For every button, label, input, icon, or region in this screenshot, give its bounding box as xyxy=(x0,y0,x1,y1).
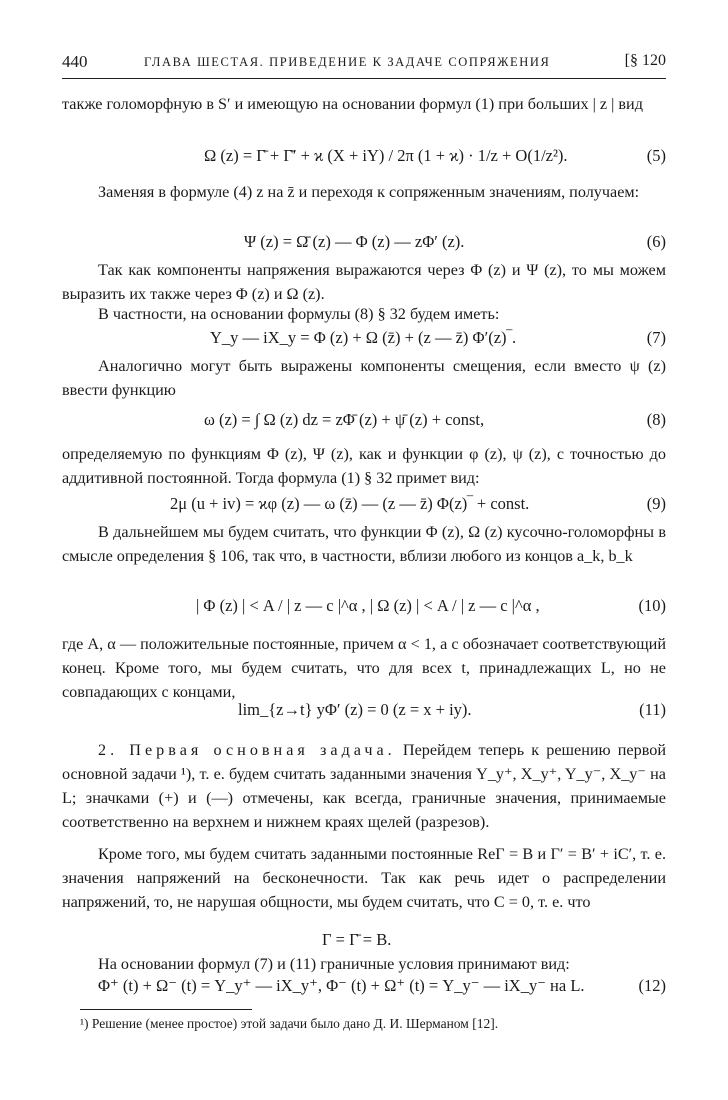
equation-number-9: (9) xyxy=(646,494,666,513)
equation-number-6: (6) xyxy=(646,232,666,251)
formula-7: Y_y — iX_y = Φ (z) + Ω (z̄) + (z — z̄) Φ′(z)‾. xyxy=(210,328,517,347)
paragraph-1: также голоморфную в S′ и имеющую на основании формул (1) при больших | z | вид xyxy=(62,95,643,113)
equation-number-10: (10) xyxy=(638,596,666,615)
running-header xyxy=(62,52,666,76)
header-rule xyxy=(62,78,666,79)
paragraph-9 xyxy=(62,738,666,834)
formula-10: | Φ (z) | < A / | z — c |^α , | Ω (z) | < A / | z — c |^α , xyxy=(196,596,540,615)
formula-9: 2μ (u + iv) = ϰφ (z) — ω (z̄) — (z — z̄) Φ(z)‾ + const. xyxy=(170,494,530,513)
equation-number-8: (8) xyxy=(646,410,666,429)
equation-6 xyxy=(62,232,666,258)
equation-number-11: (11) xyxy=(639,700,666,719)
formula-5: Ω (z) = Γ̄ + Γ̄′ + ϰ (X + iY) / 2π (1 + ϰ) · 1/z + O(1/z²). xyxy=(204,146,568,165)
equation-number-12: (12) xyxy=(638,976,666,995)
paragraph-5: Аналогично могут быть выражены компоненты смещения, если вместо ψ (z) ввести функцию xyxy=(62,357,666,399)
footnote: ¹) Решение (менее простое) этой задачи было дано Д. И. Шерманом [12]. xyxy=(80,1016,499,1031)
paragraph-11: На основании формул (7) и (11) граничные условия принимают вид: xyxy=(98,955,570,973)
equation-7 xyxy=(62,328,666,354)
paragraph-3: Так как компоненты напряжения выражаются через Φ (z) и Ψ (z), то мы можем выразить их также через Φ (z) и Ω (z). xyxy=(62,261,666,303)
formula-6: Ψ (z) = Ω̄ (z) — Φ (z) — zΦ′ (z). xyxy=(244,232,465,251)
formula-8: ω (z) = ∫ Ω (z) dz = zΦ̄ (z) + ψ̄ (z) + const, xyxy=(204,410,485,429)
paragraph-8: где A, α — положительные постоянные, причем α < 1, а c обозначает соответствующий конец. Кроме того, мы будем считать, что для всех t, принадлежащих L, но не совпадающих с концами, xyxy=(62,635,666,701)
equation-10 xyxy=(62,596,666,622)
equation-number-7: (7) xyxy=(646,328,666,347)
equation-11 xyxy=(62,700,666,726)
equation-12 xyxy=(62,976,666,1002)
paragraph-9-body: Перейдем теперь к решению первой основной задачи ¹), т. е. будем считать заданными значения Y_y⁺, X_y⁺, Y_y⁻, X_y⁻ на L; значками (+) и (—) отмечены, как всегда, граничные значения, принимаемые соответственно на верхнем и нижнем краях щелей (разрезов). xyxy=(62,741,666,831)
equation-number-5: (5) xyxy=(646,146,666,165)
formula-gamma: Γ = Γ̄ = B. xyxy=(322,930,392,949)
subsection-title: 2. Первая основная задача. xyxy=(98,741,396,759)
footnote-rule xyxy=(80,1009,252,1010)
paragraph-4: В частности, на основании формулы (8) § 32 будем иметь: xyxy=(98,305,500,323)
chapter-title: ГЛАВА ШЕСТАЯ. ПРИВЕДЕНИЕ К ЗАДАЧЕ СОПРЯЖЕНИЯ xyxy=(144,55,551,69)
equation-8 xyxy=(62,410,666,436)
page-number: 440 xyxy=(62,52,88,71)
formula-12: Φ⁺ (t) + Ω⁻ (t) = Y_y⁺ — iX_y⁺, Φ⁻ (t) + Ω⁺ (t) = Y_y⁻ — iX_y⁻ на L. xyxy=(98,976,585,995)
equation-9 xyxy=(62,494,666,520)
formula-11: lim_{z→t} yΦ′ (z) = 0 (z = x + iy). xyxy=(238,700,472,719)
equation-5 xyxy=(62,146,666,172)
paragraph-7: В дальнейшем мы будем считать, что функции Φ (z), Ω (z) кусочно-голоморфны в смысле определения § 106, так что, в частности, вблизи любого из концов a_k, b_k xyxy=(62,523,666,565)
paragraph-10: Кроме того, мы будем считать заданными постоянные ReΓ = B и Γ′ = B′ + iC′, т. е. значения напряжений на бесконечности. Так как речь идет о распределении напряжений, то, не нарушая общности, мы будем считать, что C = 0, т. е. что xyxy=(62,845,666,911)
paragraph-6: определяемую по функциям Φ (z), Ψ (z), как и функции φ (z), ψ (z), с точностью до аддитивной постоянной. Тогда формула (1) § 32 примет вид: xyxy=(62,445,666,487)
paragraph-2: Заменяя в формуле (4) z на z̄ и переходя к сопряженным значениям, получаем: xyxy=(98,183,640,201)
section-mark: [§ 120 xyxy=(624,52,666,69)
